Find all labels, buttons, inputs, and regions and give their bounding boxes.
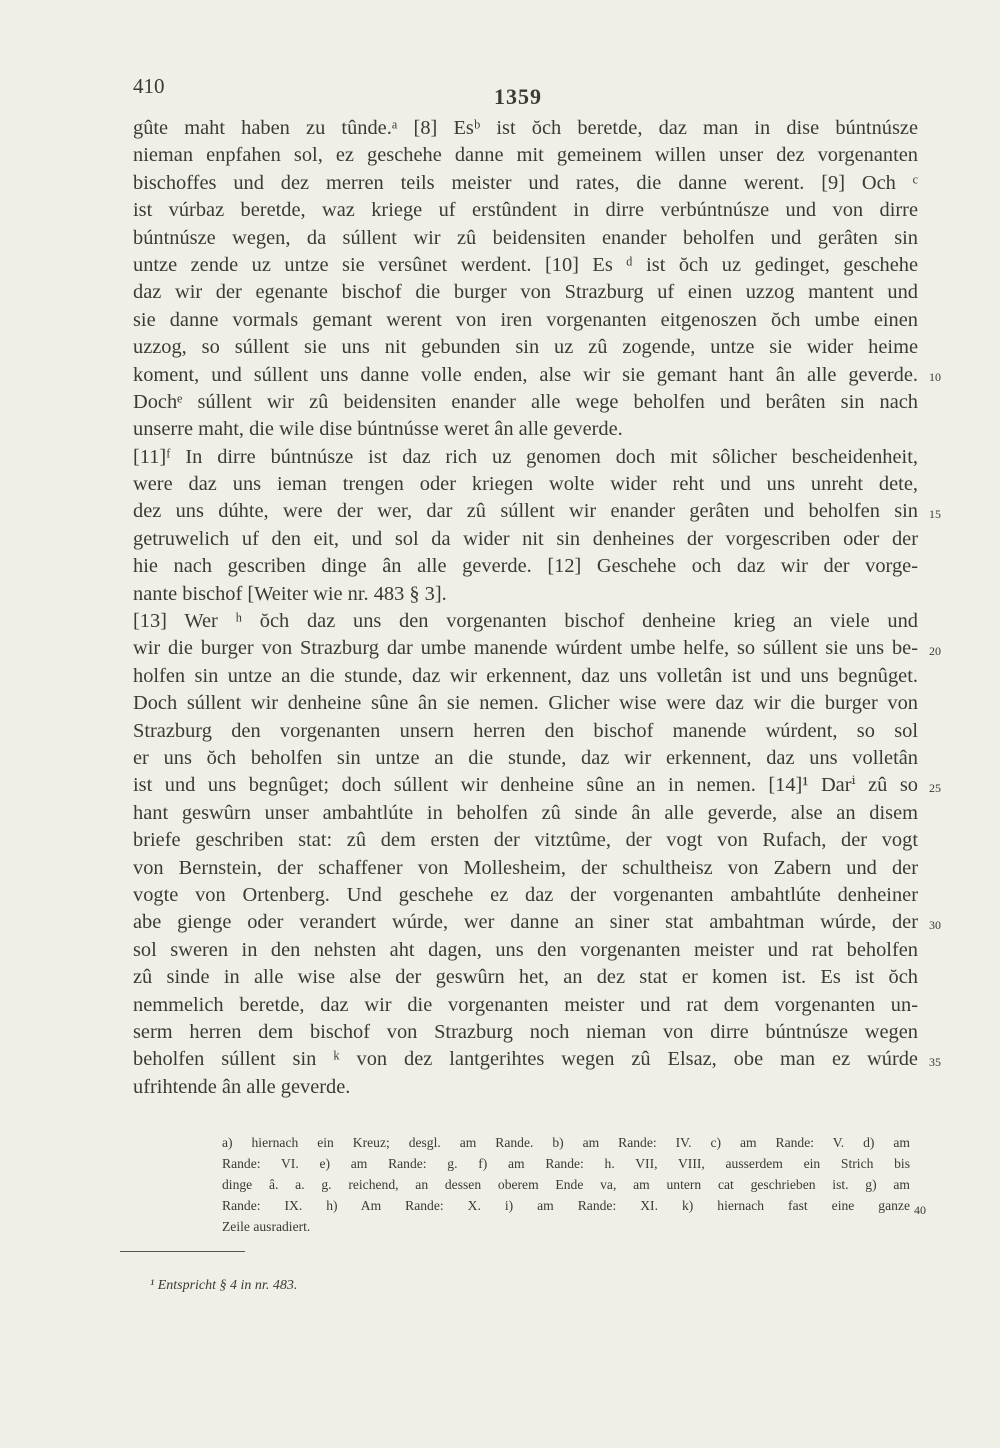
text-line: holfen sin untze an die stunde, daz wir erkennent, daz uns volletân ist und uns begnûget. xyxy=(133,664,918,687)
line-number: 20 xyxy=(929,643,941,658)
text-line: wir die burger von Strazburg dar umbe manende wúrdent umbe helfe, so súllent sie uns be- xyxy=(133,637,918,660)
text-line: daz wir der egenante bischof die burger von Strazburg uf einen uzzog mantent und xyxy=(133,281,918,304)
footnote-line: Rande: IX. h) Am Rande: X. i) am Rande: XI. k) hiernach fast eine ganze xyxy=(222,1198,910,1213)
line-number: 35 xyxy=(929,1054,941,1069)
text-line: bischoffes und dez merren teils meister und rates, die danne werent. [9] Och ᶜ xyxy=(133,171,918,194)
endnote: ¹ Entspricht § 4 in nr. 483. xyxy=(150,1278,298,1293)
text-line: ufrihtende ân alle geverde. xyxy=(133,1075,351,1098)
text-line: [11]ᶠ In dirre búntnúsze ist daz rich uz genomen doch mit sôlicher bescheidenheit, xyxy=(133,445,918,468)
footnote-line: a) hiernach ein Kreuz; desgl. am Rande. b) am Rande: IV. c) am Rande: V. d) am xyxy=(222,1135,910,1150)
text-line: vogte von Ortenberg. Und geschehe ez daz der vorgenanten ambahtlúte denheiner xyxy=(133,883,918,906)
text-line: untze zende uz untze sie versûnet werdent. [10] Es ᵈ ist ŏch uz gedinget, geschehe xyxy=(133,253,918,276)
footnote-line: Rande: VI. e) am Rande: g. f) am Rande: h. VII, VIII, ausserdem ein Strich bis xyxy=(222,1156,910,1171)
line-number: 30 xyxy=(929,917,941,932)
text-line: unserre maht, die wile dise búntnússe weret ân alle geverde. xyxy=(133,418,623,441)
text-line: nemmelich beretde, daz wir die vorgenanten meister und rat dem vorgenanten un- xyxy=(133,993,918,1016)
apparatus-footnotes xyxy=(222,1132,910,1237)
text-line: sol sweren in den nehsten aht dagen, uns den vorgenanten meister und rat beholfen xyxy=(133,938,918,961)
line-number: 10 xyxy=(929,369,941,384)
text-line: ist und uns begnûget; doch súllent wir denheine sûne an in nemen. [14]¹ Darⁱ zû so xyxy=(133,774,918,797)
text-line: er uns ŏch beholfen sin untze an die stunde, daz wir erkennent, daz uns volletân xyxy=(133,746,918,769)
text-line: hant geswûrn unser ambahtlúte in beholfen zû sinde ân alle geverde, alse an disem xyxy=(133,801,918,824)
line-number: 25 xyxy=(929,780,941,795)
text-line: getruwelich uf den eit, und sol da wider nit sin denheines der vorgescriben oder der xyxy=(133,527,918,550)
text-line: hie nach gescriben dinge ân alle geverde. [12] Geschehe och daz wir der vorge- xyxy=(133,555,918,578)
text-line: abe gienge oder verandert wúrde, wer danne an siner stat ambahtman wúrde, der xyxy=(133,911,918,934)
text-line: nante bischof [Weiter wie nr. 483 § 3]. xyxy=(133,582,447,605)
text-line: sie danne vormals gemant werent von iren vorgenanten eitgenoszen ŏch umbe einen xyxy=(133,308,918,331)
text-line: von Bernstein, der schaffener von Mollesheim, der schultheisz von Zabern und der xyxy=(133,856,918,879)
text-line: dez uns dúhte, were der wer, dar zû súllent wir enander gerâten und beholfen sin xyxy=(133,500,918,523)
footnote-line: Zeile ausradiert. xyxy=(222,1219,311,1234)
text-line: koment, und súllent uns danne volle enden, alse wir sie gemant hant ân alle geverde. xyxy=(133,363,918,386)
text-line: uzzog, so súllent sie uns nit gebunden sin uz zû zogende, untze sie wider heime xyxy=(133,336,918,359)
page-number: 410 xyxy=(133,74,165,98)
main-text xyxy=(133,115,918,1101)
text-line: were daz uns ieman trengen oder kriegen wolte wider reht und uns unreht dete, xyxy=(133,473,918,496)
text-line: gûte maht haben zu tûnde.ᵃ [8] Esᵇ ist ŏch beretde, daz man in dise búntnúsze xyxy=(133,117,918,139)
text-line: nieman enpfahen sol, ez geschehe danne mit gemeinem willen unser dez vorgenanten xyxy=(133,144,918,167)
footnote-line: dinge â. a. g. reichend, an dessen oberem Ende va, am untern cat geschrieben ist. g) am xyxy=(222,1177,910,1192)
text-line: [13] Wer ʰ ŏch daz uns den vorgenanten bischof denheine krieg an viele und xyxy=(133,610,918,633)
text-line: búntnúsze wegen, da súllent wir zû beidensiten enander beholfen und gerâten sin xyxy=(133,226,918,249)
text-line: briefe geschriben stat: zû dem ersten der vitztûme, der vogt von Rufach, der vogt xyxy=(133,829,918,852)
text-line: beholfen súllent sin ᵏ von dez lantgerihtes wegen zû Elsaz, obe man ez wúrde xyxy=(133,1048,918,1071)
text-line: serm herren dem bischof von Strazburg noch nieman von dirre búntnúsze wegen xyxy=(133,1020,918,1043)
text-line: Dochᵉ súllent wir zû beidensiten enander alle wege beholfen und berâten sin nach xyxy=(133,390,918,413)
footnote-divider xyxy=(120,1251,245,1252)
text-line: Strazburg den vorgenanten unsern herren den bischof manende wúrdent, so sol xyxy=(133,719,918,742)
text-line: ist vúrbaz beretde, waz kriege uf erstûndent in dirre verbúntnúsze und von dirre xyxy=(133,199,918,222)
footnote-line-number: 40 xyxy=(914,1203,926,1217)
text-line: zû sinde in alle wise alse der geswûrn het, an dez stat er komen ist. Es ist ŏch xyxy=(133,966,918,989)
document-year: 1359 xyxy=(494,84,542,109)
line-number: 15 xyxy=(929,506,941,521)
text-line: Doch súllent wir denheine sûne ân sie nemen. Glicher wise were daz wir die burger von xyxy=(133,692,918,715)
